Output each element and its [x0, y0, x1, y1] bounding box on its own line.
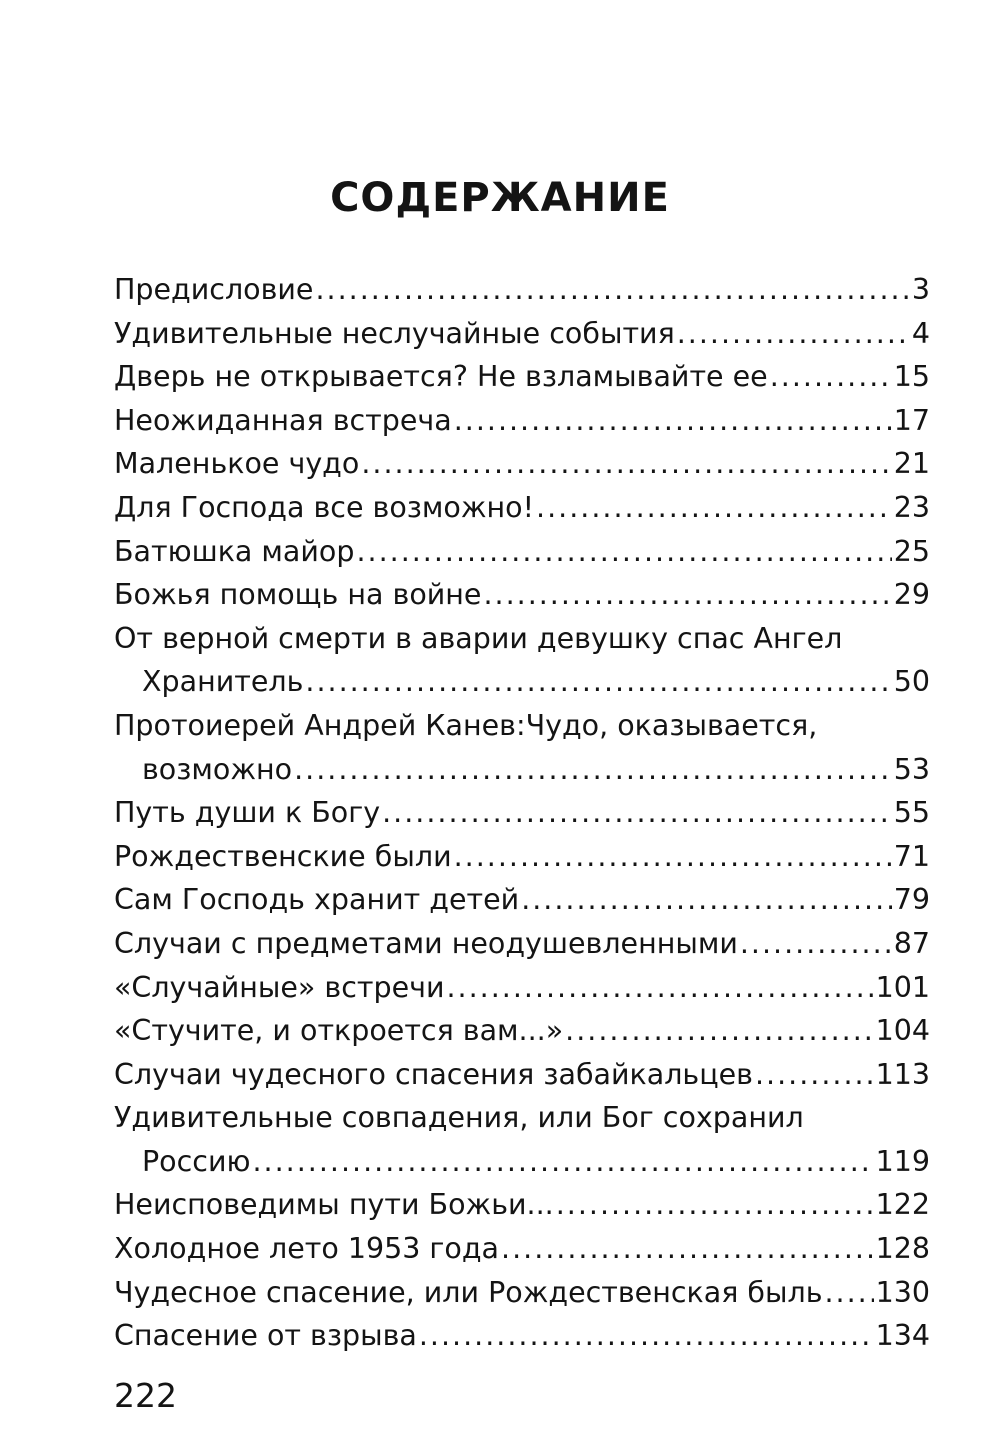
toc-entry-page: 87 — [893, 926, 930, 960]
toc-row — [114, 922, 930, 966]
toc-entry-title: Неисповедимы пути Божьи... — [114, 1188, 554, 1222]
toc-entry-page: 17 — [893, 403, 930, 437]
toc-entry-title: Предисловие — [114, 273, 314, 306]
toc-entry-page: 21 — [893, 447, 930, 481]
toc-row — [114, 966, 930, 1010]
toc-entry — [114, 791, 930, 835]
toc-entry-page: 122 — [875, 1188, 930, 1222]
toc-entry-page: 104 — [875, 1014, 930, 1048]
dot-leader — [382, 791, 892, 835]
table-of-contents — [114, 268, 930, 1358]
dot-leader — [536, 486, 892, 530]
toc-entry-title: Случаи с предметами неодушевленными — [114, 926, 738, 960]
toc-entry-page: 23 — [893, 490, 930, 524]
toc-entry — [114, 486, 930, 530]
toc-entry-title: Случаи чудесного спасения забайкальцев — [114, 1057, 753, 1091]
toc-entry-page: 15 — [893, 360, 930, 394]
toc-row — [114, 442, 930, 486]
dot-leader — [501, 1227, 874, 1271]
toc-row — [114, 312, 930, 356]
toc-entry-title: Сам Господь хранит детей — [114, 883, 520, 917]
toc-entry — [114, 878, 930, 922]
toc-entry-page: 25 — [893, 534, 930, 568]
toc-entry-page: 130 — [875, 1275, 930, 1309]
dot-leader — [521, 878, 892, 922]
dot-leader — [315, 268, 909, 312]
toc-entry-title: Рождественские были — [114, 839, 452, 873]
toc-entry — [114, 399, 930, 443]
toc-entry — [114, 530, 930, 574]
dot-leader — [305, 660, 891, 704]
toc-entry-title: Чудесное спасение, или Рождественская быль — [114, 1275, 823, 1309]
toc-entry-page: 53 — [893, 752, 930, 786]
dot-leader — [565, 1009, 873, 1053]
toc-entry-page: 119 — [875, 1144, 930, 1178]
toc-row — [114, 748, 930, 792]
dot-leader — [740, 922, 892, 966]
toc-entry — [114, 1183, 930, 1227]
toc-entry — [114, 1271, 930, 1315]
toc-entry — [114, 268, 930, 312]
dot-leader — [446, 966, 873, 1010]
toc-row — [114, 1314, 930, 1358]
toc-entry — [114, 835, 930, 879]
toc-entry-title-continued: Россию — [142, 1144, 251, 1178]
toc-entry-title: Удивительные совпадения, или Бог сохранил — [114, 1101, 804, 1135]
dot-leader — [361, 442, 891, 486]
dot-leader — [825, 1271, 874, 1315]
page-title: СОДЕРЖАНИЕ — [330, 175, 670, 221]
toc-row — [114, 268, 930, 312]
toc-entry-title: Путь души к Богу — [114, 796, 381, 830]
toc-row — [114, 573, 930, 617]
dot-leader — [677, 312, 910, 356]
toc-row — [114, 878, 930, 922]
toc-entry-page: 79 — [893, 883, 930, 917]
toc-row — [114, 486, 930, 530]
toc-entry — [114, 1314, 930, 1358]
toc-row — [114, 660, 930, 704]
toc-entry — [114, 1096, 930, 1183]
toc-entry-title: «Стучите, и откроется вам...» — [114, 1014, 564, 1048]
toc-entry — [114, 1227, 930, 1271]
toc-entry — [114, 922, 930, 966]
toc-row — [114, 1183, 930, 1227]
toc-entry-page: 101 — [875, 970, 930, 1004]
toc-row — [114, 1271, 930, 1315]
toc-entry-title: Дверь не открывается? Не взламывайте ее — [114, 360, 768, 394]
dot-leader — [252, 1140, 873, 1184]
toc-entry — [114, 355, 930, 399]
toc-entry — [114, 617, 930, 704]
toc-entry — [114, 704, 930, 791]
toc-entry — [114, 1053, 930, 1097]
toc-entry-title: Холодное лето 1953 года — [114, 1232, 500, 1266]
toc-entry — [114, 1009, 930, 1053]
toc-entry — [114, 312, 930, 356]
toc-row — [114, 1140, 930, 1184]
toc-entry — [114, 966, 930, 1010]
toc-entry-page: 71 — [893, 839, 930, 873]
toc-entry-page: 113 — [875, 1057, 930, 1091]
dot-leader — [483, 573, 891, 617]
toc-row — [114, 1227, 930, 1271]
toc-row — [114, 1009, 930, 1053]
toc-entry — [114, 573, 930, 617]
dot-leader — [294, 748, 892, 792]
dot-leader — [454, 835, 892, 879]
toc-entry-title: «Случайные» встречи — [114, 970, 445, 1004]
toc-entry-page: 128 — [875, 1232, 930, 1266]
toc-row — [114, 835, 930, 879]
page-number: 222 — [114, 1376, 177, 1415]
toc-entry-page: 55 — [893, 796, 930, 830]
dot-leader — [770, 355, 892, 399]
toc-entry-title: Удивительные неслучайные события — [114, 316, 675, 350]
dot-leader — [556, 1183, 874, 1227]
toc-row — [114, 791, 930, 835]
toc-entry-title: Спасение от взрыва — [114, 1319, 417, 1353]
toc-entry-title: Божья помощь на войне — [114, 578, 482, 612]
toc-entry-page: 134 — [875, 1319, 930, 1353]
toc-entry-title: Для Господа все возможно! — [114, 490, 535, 524]
toc-entry-title: Батюшка майор — [114, 534, 355, 568]
toc-entry-page: 50 — [893, 665, 930, 699]
dot-leader — [755, 1053, 874, 1097]
toc-entry — [114, 442, 930, 486]
dot-leader — [356, 530, 891, 574]
toc-entry-title-continued: Хранитель — [142, 665, 304, 699]
toc-entry-title: Протоиерей Андрей Канев:Чудо, оказывается, — [114, 708, 818, 742]
toc-row — [114, 530, 930, 574]
toc-entry-title-continued: возможно — [142, 752, 293, 786]
toc-entry-page: 4 — [911, 316, 930, 350]
toc-row — [114, 399, 930, 443]
toc-entry-page: 29 — [893, 578, 930, 612]
dot-leader — [419, 1314, 874, 1358]
toc-entry-page: 3 — [911, 273, 930, 306]
dot-leader — [454, 399, 892, 443]
toc-row — [114, 1053, 930, 1097]
toc-entry-title: Маленькое чудо — [114, 447, 360, 481]
toc-entry-title: От верной смерти в аварии девушку спас Ангел — [114, 621, 843, 655]
toc-row — [114, 355, 930, 399]
toc-entry-title: Неожиданная встреча — [114, 403, 452, 437]
